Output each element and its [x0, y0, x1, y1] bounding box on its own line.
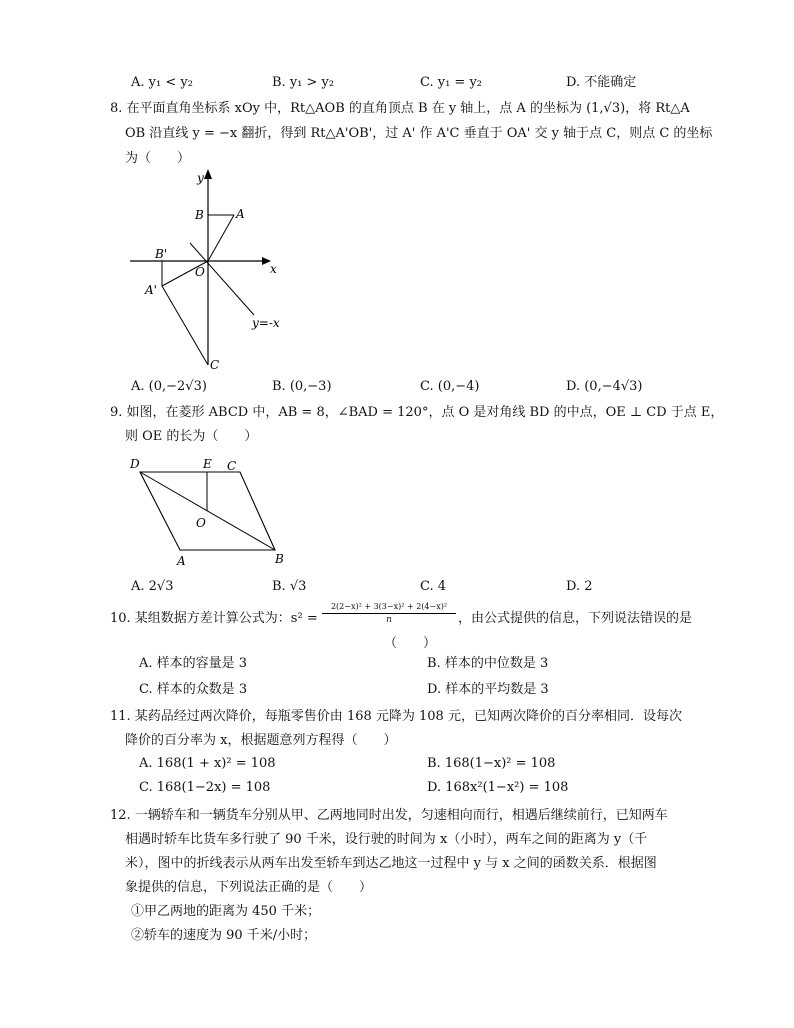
- q9-option-d: D. 2: [566, 579, 593, 594]
- q9-label-d: D: [130, 457, 140, 471]
- q8-segment-aprime-c: [162, 286, 208, 365]
- q10-fraction: [322, 601, 456, 626]
- q7-option-b: B. y₁ > y₂: [272, 75, 335, 90]
- q12-line-4: 象提供的信息，下列说法正确的是（ ）: [125, 880, 373, 895]
- q10-numerator: 2(2−x)² + 3(3−x)² + 2(4−x)²: [322, 601, 456, 614]
- q11-line-1: 11. 某药品经过两次降价，每瓶零售价由 168 元降为 108 元，已知两次降价的百分率相同．设每次: [110, 709, 682, 724]
- q9-line-2: 则 OE 的长为（ ）: [125, 429, 258, 444]
- q8-y-arrow: [204, 169, 212, 179]
- q8-label-y: y: [197, 171, 204, 185]
- q8-option-c: C. (0,−4): [420, 379, 480, 394]
- q8-option-a: A. (0,−2√3): [131, 379, 207, 394]
- q8-option-b: B. (0,−3): [272, 379, 332, 394]
- q9-label-e: E: [203, 457, 212, 471]
- q9-label-a: A: [177, 554, 186, 568]
- q8-label-c: C: [210, 358, 220, 372]
- q8-label-x: x: [270, 262, 277, 276]
- q8-label-a: A: [236, 207, 245, 221]
- q8-line-3: 为（ ）: [125, 151, 191, 166]
- q8-label-b: B: [195, 208, 204, 222]
- q8-line-1: 8. 在平面直角坐标系 xOy 中，Rt△AOB 的直角顶点 B 在 y 轴上，点 A 的坐标为 (1,√3)，将 Rt△A: [110, 101, 690, 116]
- q10-option-a: A. 样本的容量是 3: [139, 656, 248, 671]
- q8-line-y-neg-x: [190, 243, 254, 315]
- q12-line-2: 相遇时轿车比货车多行驶了 90 千米，设行驶的时间为 x（小时），两车之间的距离为 y（千: [125, 832, 648, 847]
- q10-blank: （ ）: [384, 636, 437, 651]
- q10-suffix: ，由公式提供的信息，下列说法错误的是: [458, 611, 693, 626]
- q9-figure: [125, 452, 295, 572]
- q8-label-line: y=-x: [252, 316, 280, 330]
- q11-option-a: A. 168(1 + x)² = 108: [139, 756, 276, 771]
- q8-label-bprime: B': [155, 247, 168, 261]
- q7-option-c: C. y₁ = y₂: [420, 75, 483, 90]
- q7-option-a: A. y₁ < y₂: [131, 75, 193, 90]
- q8-line-2: OB 沿直线 y = −x 翻折，得到 Rt△A'OB'，过 A' 作 A'C 垂直于 OA' 交 y 轴于点 C，则点 C 的坐标: [125, 126, 713, 141]
- q8-figure: [120, 165, 300, 375]
- q11-line-2: 降价的百分率为 x，根据题意列方程得（ ）: [125, 733, 397, 748]
- q10-option-d: D. 样本的平均数是 3: [427, 682, 549, 697]
- q12-line-3: 米），图中的折线表示从两车出发至轿车到达乙地这一过程中 y 与 x 之间的函数关系．根据图: [125, 856, 657, 871]
- q9-option-c: C. 4: [420, 579, 447, 594]
- q10-prefix: 10. 某组数据方差计算公式为：s² =: [110, 611, 318, 626]
- q9-option-b: B. √3: [272, 579, 307, 594]
- q9-label-c: C: [227, 459, 237, 473]
- q11-option-c: C. 168(1−2x) = 108: [139, 780, 271, 795]
- q11-option-b: B. 168(1−x)² = 108: [427, 756, 556, 771]
- q9-line-1: 9. 如图，在菱形 ABCD 中，AB = 8，∠BAD = 120°，点 O 是对角线 BD 的中点，OE ⊥ CD 于点 E，: [110, 405, 724, 420]
- q10-option-c: C. 样本的众数是 3: [139, 682, 248, 697]
- q11-option-d: D. 168x²(1−x²) = 108: [427, 780, 569, 795]
- q12-item-2: ②轿车的速度为 90 千米/小时；: [131, 928, 317, 943]
- q10-denominator: n: [386, 615, 392, 625]
- q9-label-o: O: [196, 516, 206, 530]
- q12-item-1: ①甲乙两地的距离为 450 千米；: [131, 904, 321, 919]
- q9-option-a: A. 2√3: [131, 579, 174, 594]
- q8-label-o: O: [195, 265, 205, 279]
- q8-label-aprime: A': [145, 283, 157, 297]
- q9-label-b: B: [275, 552, 284, 566]
- q8-option-d: D. (0,−4√3): [566, 379, 643, 394]
- q8-segment-oa: [208, 215, 234, 261]
- q10-option-b: B. 样本的中位数是 3: [427, 656, 549, 671]
- q7-option-d: D. 不能确定: [566, 75, 637, 90]
- q12-line-1: 12. 一辆轿车和一辆货车分别从甲、乙两地同时出发，匀速相向而行，相遇后继续前行，已知两车: [110, 808, 668, 823]
